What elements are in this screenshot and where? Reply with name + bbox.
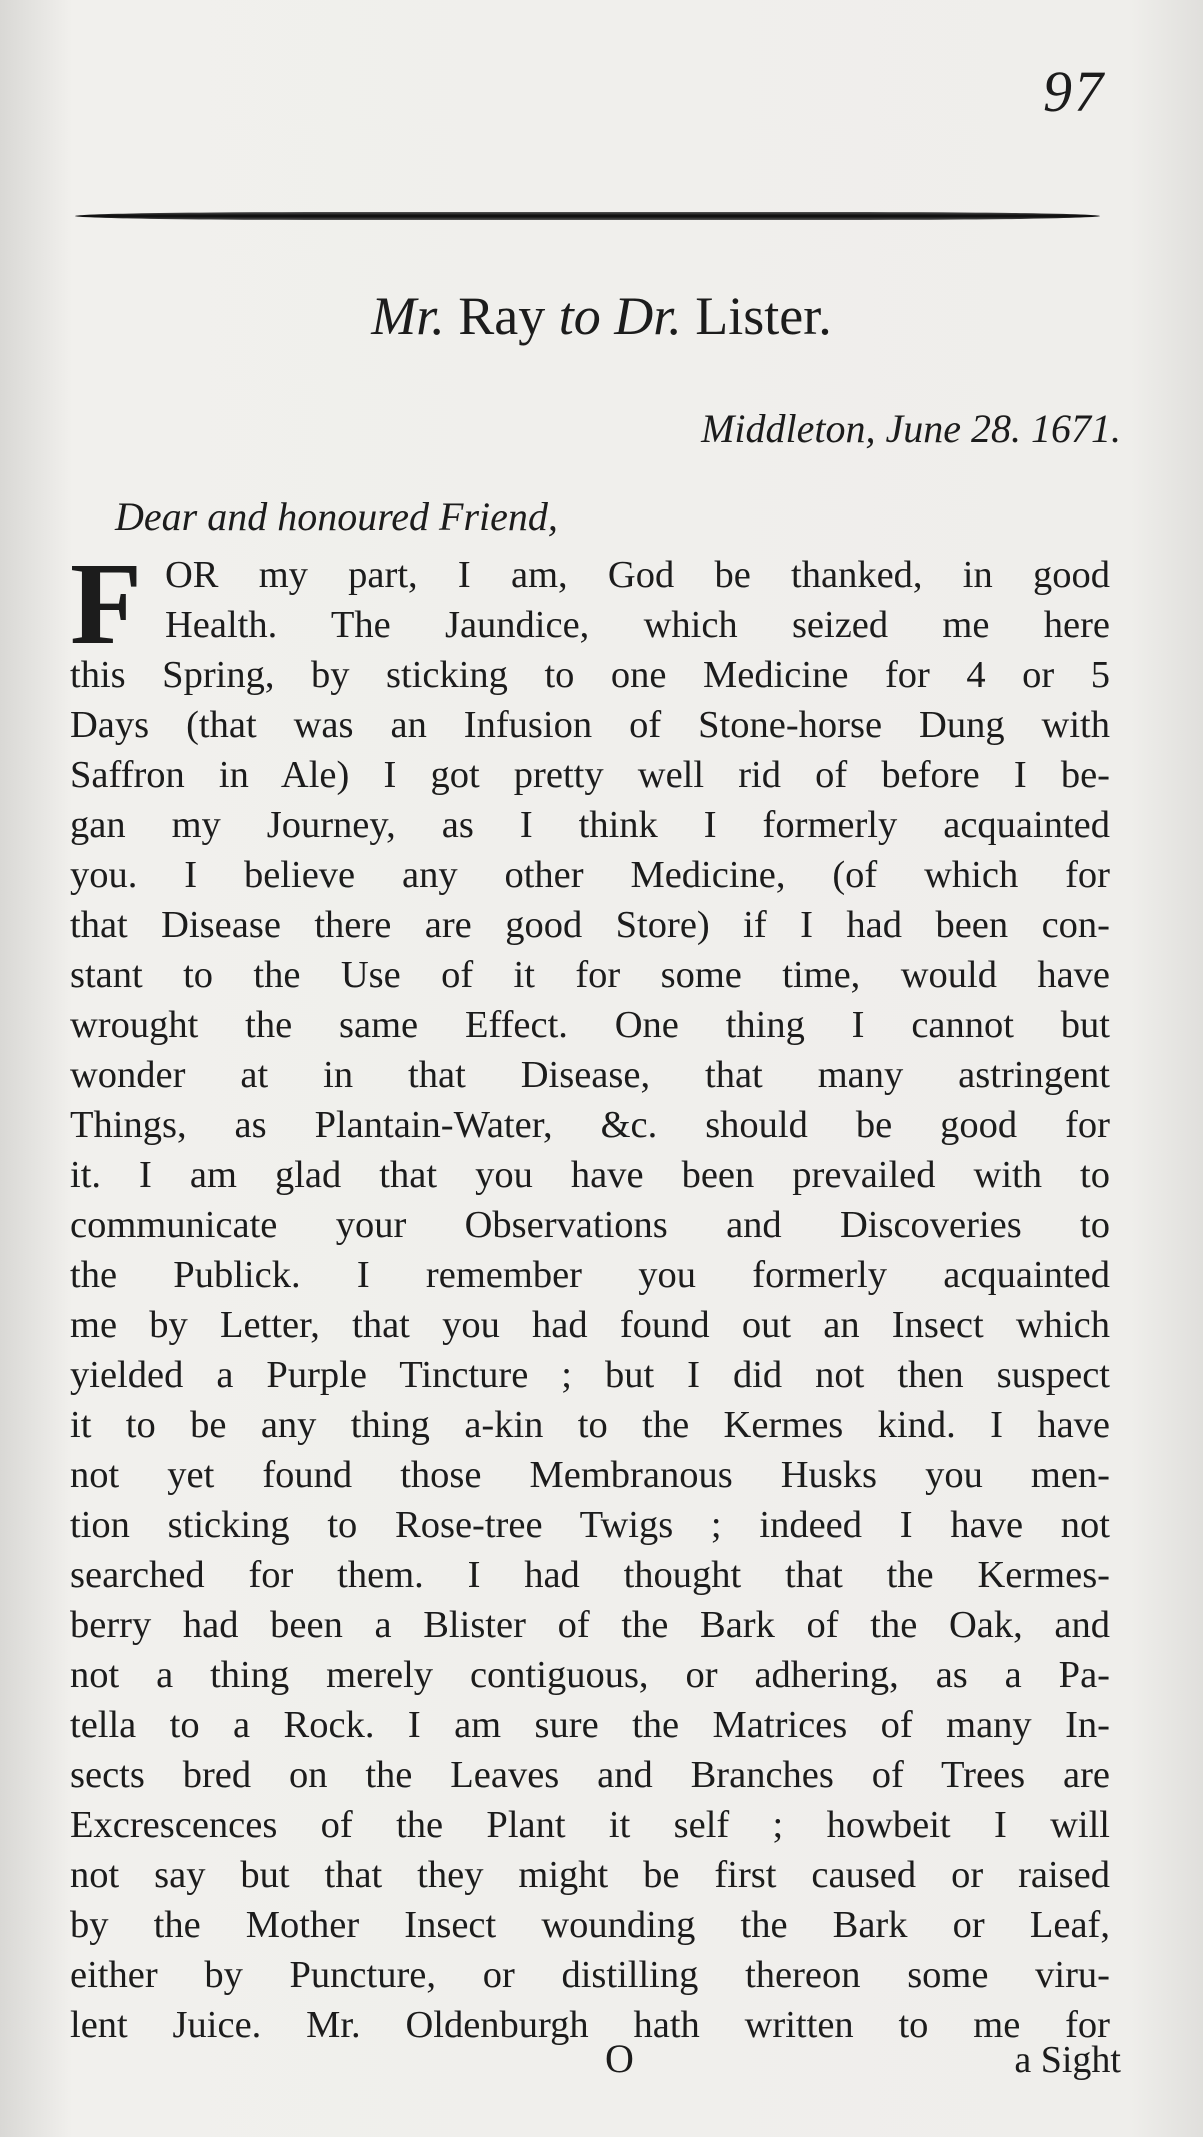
page-number: 97: [1043, 59, 1105, 124]
body-line: by the Mother Insect wounding the Bark or Leaf,: [70, 1904, 1110, 1946]
body-line: that Disease there are good Store) if I had been con-: [70, 904, 1110, 946]
body-line: tion sticking to Rose-tree Twigs ; indeed I have not: [70, 1504, 1110, 1546]
catchword: a Sight: [1014, 2039, 1121, 2081]
body-line: yielded a Purple Tincture ; but I did not then suspect: [70, 1354, 1110, 1396]
body-line: either by Puncture, or distilling thereon some viru-: [70, 1954, 1110, 1996]
body-line: wonder at in that Disease, that many astringent: [70, 1054, 1110, 1096]
body-line: stant to the Use of it for some time, would have: [70, 954, 1110, 996]
body-line: gan my Journey, as I think I formerly acquainted: [70, 804, 1110, 846]
letter-title: [0, 285, 1203, 347]
salutation: Dear and honoured Friend,: [115, 494, 558, 539]
body-line: berry had been a Blister of the Bark of the Oak, and: [70, 1604, 1110, 1646]
title-to: to: [558, 286, 601, 346]
body-line: sects bred on the Leaves and Branches of Trees are: [70, 1754, 1110, 1796]
body-line: Things, as Plantain-Water, &c. should be good for: [70, 1104, 1110, 1146]
body-line: communicate your Observations and Discoveries to: [70, 1204, 1110, 1246]
body-line: Saffron in Ale) I got pretty well rid of before I be-: [70, 754, 1110, 796]
body-line: Days (that was an Infusion of Stone-horse Dung with: [70, 704, 1110, 746]
body-line: not say but that they might be first caused or raised: [70, 1854, 1110, 1896]
body-line: OR my part, I am, God be thanked, in good: [165, 554, 1110, 596]
body-line: it. I am glad that you have been prevailed with to: [70, 1154, 1110, 1196]
title-ray: Ray: [444, 286, 559, 346]
title-lister: Lister.: [681, 286, 832, 346]
body-line: this Spring, by sticking to one Medicine for 4 or 5: [70, 654, 1110, 696]
signature-mark: O: [605, 2036, 634, 2081]
body-line: it to be any thing a-kin to the Kermes kind. I have: [70, 1404, 1110, 1446]
body-line: searched for them. I had thought that the Kermes-: [70, 1554, 1110, 1596]
title-mr: Mr.: [371, 286, 445, 346]
body-line: the Publick. I remember you formerly acquainted: [70, 1254, 1110, 1296]
body-line: you. I believe any other Medicine, (of which for: [70, 854, 1110, 896]
body-line: Excrescences of the Plant it self ; howbeit I will: [70, 1804, 1110, 1846]
body-line: lent Juice. Mr. Oldenburgh hath written to me for: [70, 2004, 1110, 2046]
body-line: not a thing merely contiguous, or adhering, as a Pa-: [70, 1654, 1110, 1696]
body-line: me by Letter, that you had found out an Insect which: [70, 1304, 1110, 1346]
letter-body: [70, 538, 1110, 2050]
body-line: wrought the same Effect. One thing I cannot but: [70, 1004, 1110, 1046]
header-rule: [75, 212, 1100, 220]
body-line: tella to a Rock. I am sure the Matrices of many In-: [70, 1704, 1110, 1746]
dateline: Middleton, June 28. 1671.: [701, 406, 1121, 451]
body-line: Health. The Jaundice, which seized me here: [165, 604, 1110, 646]
drop-cap: F: [70, 538, 143, 669]
body-line: not yet found those Membranous Husks you men-: [70, 1454, 1110, 1496]
title-dr: Dr.: [600, 286, 682, 346]
